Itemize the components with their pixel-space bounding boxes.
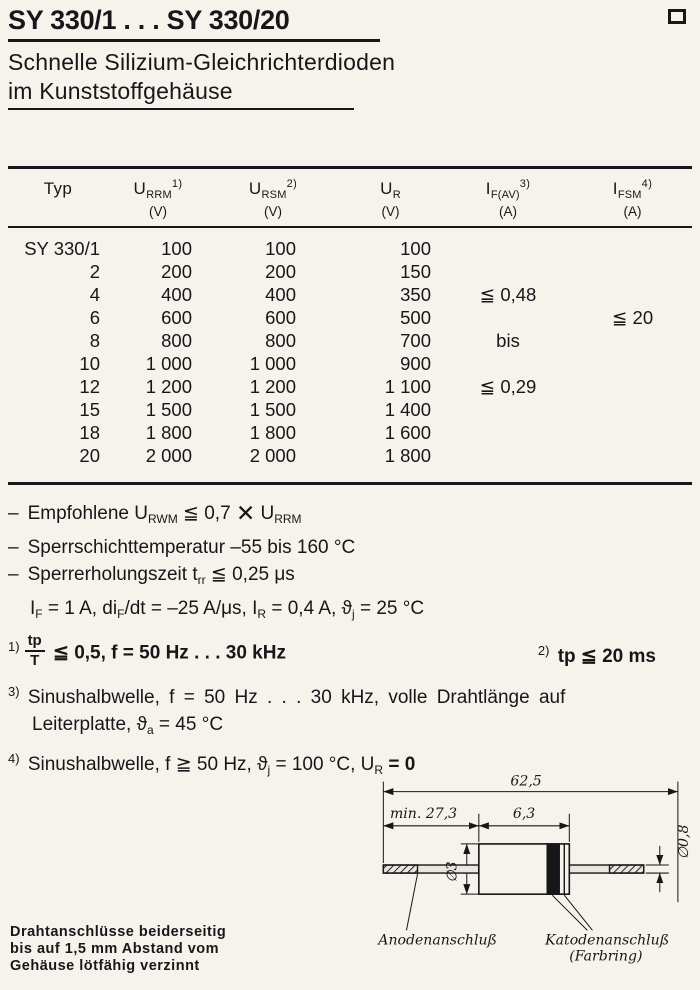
header-subscript: RSM [261, 189, 287, 201]
times-sign: ✕ [235, 500, 256, 526]
cell-ifsm [573, 227, 692, 260]
cell-typ: 15 [79, 399, 100, 420]
subscript: j [267, 762, 271, 777]
dim-total-label: 62,5 [510, 773, 542, 790]
header-symbol: U [380, 179, 393, 198]
corner-square-icon [668, 9, 686, 24]
cell-ursm: 1 500 [249, 399, 296, 420]
cell-typ: 10 [79, 353, 100, 374]
col-header-urrm [108, 168, 208, 228]
fraction-denominator: T [30, 651, 40, 669]
cell-ifav [443, 260, 573, 283]
anode-label: Anodenanschluß [378, 932, 497, 949]
subscript: rr [197, 573, 206, 587]
lead-diameter-label: ∅0,8 [675, 824, 692, 860]
cell-ifsm [573, 444, 692, 484]
text-segment: Leiterplatte, ϑ [32, 714, 147, 735]
cell-ur: 1 100 [384, 376, 431, 397]
text-segment: tp ≦ 20 ms [557, 645, 656, 667]
footnote-3-line1 [8, 678, 696, 712]
subscript: a [146, 723, 154, 737]
cathode-lead-tinned-zone [610, 865, 644, 873]
anode-lead-tinned-zone [383, 865, 417, 873]
cell-urrm: 200 [161, 261, 192, 282]
header-symbol: I [485, 179, 491, 198]
text-segment: = 0,4 A, ϑ [266, 597, 352, 619]
text-segment: ≦ 0,7 [177, 503, 236, 524]
text-segment: ≦ 0,5, f = 50 Hz . . . 30 kHz [47, 642, 286, 664]
cell-ifsm [573, 352, 692, 375]
cell-typ: 6 [89, 307, 100, 328]
subscript: F [35, 606, 43, 621]
header-footnote-mark: 3) [519, 178, 531, 190]
text-segment: Empfohlene U [27, 503, 148, 524]
cell-ifav [443, 398, 573, 421]
text-segment: Sperrerholungszeit t [27, 564, 198, 585]
dim-lead-label: min. 27,3 [389, 805, 458, 822]
table-header-row [8, 168, 692, 228]
footnote-mark: 2) [537, 642, 550, 658]
table-row [8, 375, 692, 398]
cell-ursm: 1 800 [249, 422, 296, 443]
text-segment: Sinushalbwelle, f = 50 Hz . . . 30 kHz, volle Drahtlänge auf [27, 686, 566, 708]
text-segment: U [255, 503, 275, 524]
cell-ur: 1 600 [384, 422, 431, 443]
fraction-tp-over-T [25, 633, 45, 669]
header-unit: (V) [381, 204, 400, 219]
cell-ursm: 100 [265, 238, 296, 259]
subtitle-line2: im Kunststoffgehäuse [8, 78, 233, 104]
cell-ifav [443, 352, 573, 375]
footnote-1 [8, 633, 286, 674]
text-segment: = 25 °C [354, 597, 425, 619]
text-segment: = 0 [383, 753, 416, 775]
cell-urrm: 2 000 [145, 445, 192, 466]
subscript: RWM [147, 512, 178, 526]
col-header-ifav [443, 168, 573, 228]
text-segment: = 1 A, di [42, 597, 118, 619]
footnote-mark: 4) [8, 750, 20, 766]
cell-typ: 8 [89, 330, 100, 351]
header-symbol: I [612, 179, 618, 198]
dash-bullet: – [8, 503, 19, 524]
subscript: RRM [274, 512, 302, 526]
table-row [8, 398, 692, 421]
table-row [8, 306, 692, 329]
cell-ur: 350 [400, 284, 431, 305]
footnote-2 [538, 637, 656, 671]
table-row [8, 421, 692, 444]
note-junction-temp [8, 534, 696, 562]
note-test-conditions [8, 595, 696, 629]
cell-ifav: ≦ 0,48 [479, 284, 537, 305]
subscript: F [117, 606, 125, 621]
cell-ursm: 1 000 [249, 353, 296, 374]
header-subscript: RRM [146, 189, 172, 201]
cell-ifav [443, 444, 573, 484]
col-header-ursm [208, 168, 338, 228]
cell-ifsm [573, 398, 692, 421]
text-segment: = 100 °C, U [270, 753, 375, 775]
col-header-ifsm [573, 168, 692, 228]
cell-ifav [443, 227, 573, 260]
table-row [8, 444, 692, 484]
cell-ursm: 800 [265, 330, 296, 351]
fraction-numerator: tp [25, 633, 45, 652]
cell-ursm: 600 [265, 307, 296, 328]
cell-ur: 700 [400, 330, 431, 351]
diode-body [383, 844, 643, 894]
cell-typ: 4 [89, 284, 100, 305]
cell-urrm: 1 200 [145, 376, 192, 397]
note-urwm [8, 500, 696, 534]
cathode-band [547, 844, 559, 894]
cell-ifav [443, 421, 573, 444]
header-footnote-mark: 1) [171, 178, 183, 190]
header-symbol: Typ [43, 179, 73, 198]
subscript: R [374, 762, 384, 777]
cell-ifsm [573, 283, 692, 306]
body-diameter-label: ∅3 [444, 861, 461, 883]
cell-urrm: 800 [161, 330, 192, 351]
cell-ursm: 2 000 [249, 445, 296, 466]
cell-typ: 18 [79, 422, 100, 443]
footnote-mark: 1) [8, 639, 20, 655]
cell-ur: 900 [400, 353, 431, 374]
cell-typ: SY 330/1 [24, 238, 100, 259]
dash-bullet: – [8, 536, 19, 558]
text-segment: = 45 °C [153, 714, 224, 735]
cell-urrm: 600 [161, 307, 192, 328]
footnote-mark: 3) [8, 683, 20, 699]
header-symbol: U [248, 179, 262, 198]
cell-ursm: 200 [265, 261, 296, 282]
text-segment: I [30, 597, 36, 619]
footnote-3 [8, 678, 696, 745]
header-footnote-mark: 2) [286, 178, 298, 190]
diode-outline-drawing [320, 753, 700, 970]
cell-ur: 150 [400, 261, 431, 282]
table-row [8, 352, 692, 375]
cell-typ: 20 [79, 445, 100, 466]
text-segment: Sinushalbwelle, f ≧ 50 Hz, ϑ [27, 753, 268, 775]
cell-ur: 1 800 [384, 445, 431, 466]
header-subscript: F(AV) [490, 189, 520, 201]
solder-note-line2: bis auf 1,5 mm Abstand vom [10, 941, 220, 957]
cell-ur: 500 [400, 307, 431, 328]
cell-ifav: ≦ 0,29 [479, 376, 537, 397]
solder-note-line1: Drahtanschlüsse beiderseitig [10, 924, 227, 940]
header-unit: (A) [623, 204, 642, 219]
col-header-ur [338, 168, 443, 228]
table-row [8, 227, 692, 260]
page-title: SY 330/1 . . . SY 330/20 [8, 5, 290, 35]
text-segment: Sperrschichttemperatur –55 bis 160 °C [27, 536, 356, 558]
footnote-1-2-row [8, 633, 696, 674]
cathode-sub-label: (Farbring) [569, 948, 643, 965]
cell-ifav [443, 306, 573, 329]
cell-ursm: 1 200 [249, 376, 296, 397]
cell-ursm: 400 [265, 284, 296, 305]
ratings-table [8, 166, 692, 485]
header-unit: (V) [149, 204, 167, 219]
subscript: R [257, 606, 267, 621]
solder-note [10, 924, 226, 975]
cell-ifsm [573, 421, 692, 444]
cell-ifsm [573, 329, 692, 352]
table-row [8, 260, 692, 283]
subtitle-line1: Schnelle Silizium-Gleichrichterdioden [8, 49, 396, 75]
cell-ifsm [573, 375, 692, 398]
col-header-typ [8, 168, 108, 228]
cell-urrm: 1 500 [145, 399, 192, 420]
cell-ifav: bis [496, 330, 520, 351]
subtitle-rule [8, 108, 354, 110]
cell-urrm: 100 [161, 238, 192, 259]
text-segment: /dt = –25 A/μs, I [124, 597, 258, 619]
dash-bullet: – [8, 564, 19, 585]
cell-ifsm: ≦ 20 [611, 307, 654, 328]
dim-body-label: 6,3 [512, 805, 536, 822]
subscript: j [352, 606, 355, 621]
notes-section [8, 500, 696, 784]
cell-urrm: 1 800 [145, 422, 192, 443]
header-subscript: R [392, 189, 401, 201]
header-footnote-mark: 4) [641, 178, 653, 190]
cell-typ: 12 [79, 376, 100, 397]
header-symbol: U [133, 179, 147, 198]
text-segment: ≦ 0,25 μs [205, 564, 295, 585]
cell-ur: 1 400 [384, 399, 431, 420]
cell-urrm: 1 000 [145, 353, 192, 374]
header-unit: (V) [264, 204, 282, 219]
solder-note-line3: Gehäuse lötfähig verzinnt [10, 958, 200, 974]
cell-typ: 2 [89, 261, 100, 282]
subtitle [8, 48, 395, 106]
header-unit: (A) [499, 204, 517, 219]
cell-urrm: 400 [161, 284, 192, 305]
table-row [8, 283, 692, 306]
cathode-label: Katodenanschluß [545, 932, 670, 949]
cell-ifsm [573, 260, 692, 283]
table-row [8, 329, 692, 352]
cell-ur: 100 [400, 238, 431, 259]
header-subscript: FSM [617, 189, 642, 201]
footnote-3-line2 [8, 711, 696, 745]
note-recovery-time [8, 561, 696, 595]
title-rule [8, 39, 380, 42]
